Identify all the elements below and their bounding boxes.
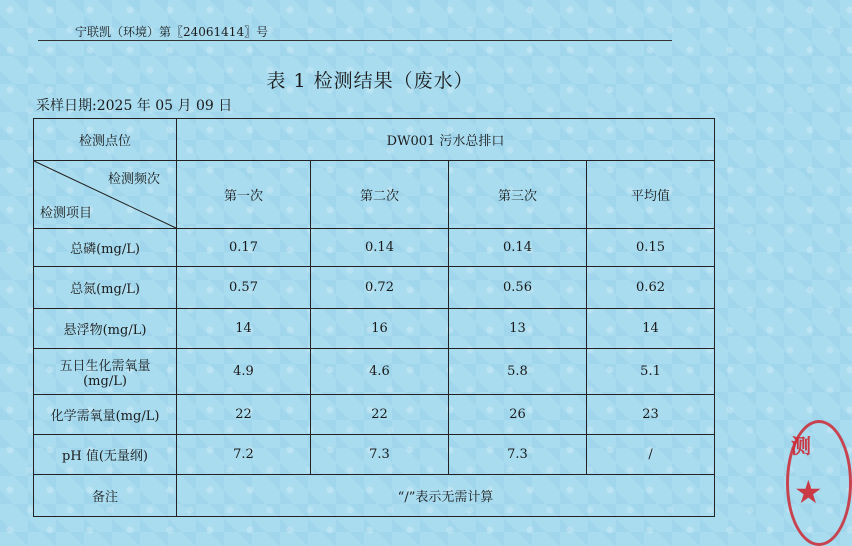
remark-label-cell: 备注 [34, 475, 177, 517]
value-cell: 0.14 [311, 229, 449, 267]
table-row [34, 435, 715, 475]
column-header: 第三次 [449, 161, 587, 229]
value-cell: 5.1 [587, 349, 715, 395]
remark-value-cell: “/”表示无需计算 [177, 475, 715, 517]
value-cell: 7.3 [311, 435, 449, 475]
site-label-cell: 检测点位 [34, 119, 177, 161]
value-cell: / [587, 435, 715, 475]
header-row [34, 161, 715, 229]
item-name-cell: 总磷(mg/L) [34, 229, 177, 267]
value-cell: 0.72 [311, 267, 449, 309]
item-name-cell: 悬浮物(mg/L) [34, 309, 177, 349]
header-divider [38, 40, 672, 41]
item-name-cell [34, 349, 177, 395]
value-cell: 0.17 [177, 229, 311, 267]
table-row [34, 309, 715, 349]
diagonal-header-cell [34, 161, 177, 229]
item-label: 检测项目 [40, 206, 93, 221]
item-name-line: 五日生化需氧量 [59, 358, 151, 374]
sample-date: 采样日期:2025 年 05 月 09 日 [36, 98, 233, 114]
report-reference-number: 宁联凯（环境）第〖24061414〗号 [75, 25, 269, 39]
results-table [33, 118, 715, 517]
value-cell: 5.8 [449, 349, 587, 395]
site-row [34, 119, 715, 161]
table-row [34, 267, 715, 309]
frequency-label: 检测频次 [107, 172, 160, 187]
table-row [34, 349, 715, 395]
value-cell: 4.6 [311, 349, 449, 395]
value-cell: 0.14 [449, 229, 587, 267]
value-cell: 0.15 [587, 229, 715, 267]
item-unit-line: (mg/L) [83, 373, 127, 389]
site-value-cell: DW001 污水总排口 [177, 119, 715, 161]
value-cell: 0.57 [177, 267, 311, 309]
column-header: 第一次 [177, 161, 311, 229]
value-cell: 4.9 [177, 349, 311, 395]
remark-row [34, 475, 715, 517]
value-cell: 16 [311, 309, 449, 349]
item-name-cell: 总氮(mg/L) [34, 267, 177, 309]
value-cell: 0.56 [449, 267, 587, 309]
value-cell: 7.2 [177, 435, 311, 475]
value-cell: 7.3 [449, 435, 587, 475]
seal-stamp-text: 测 [791, 434, 811, 458]
value-cell: 14 [587, 309, 715, 349]
value-cell: 22 [311, 395, 449, 435]
value-cell: 13 [449, 309, 587, 349]
seal-star-icon: ★ [794, 473, 823, 511]
table-row [34, 395, 715, 435]
item-name-cell: 化学需氧量(mg/L) [34, 395, 177, 435]
value-cell: 22 [177, 395, 311, 435]
value-cell: 23 [587, 395, 715, 435]
value-cell: 0.62 [587, 267, 715, 309]
value-cell: 26 [449, 395, 587, 435]
table-row [34, 229, 715, 267]
column-header: 平均值 [587, 161, 715, 229]
table-title: 表 1 检测结果（废水） [266, 70, 474, 92]
column-header: 第二次 [311, 161, 449, 229]
value-cell: 14 [177, 309, 311, 349]
item-name-cell: pH 值(无量纲) [34, 435, 177, 475]
